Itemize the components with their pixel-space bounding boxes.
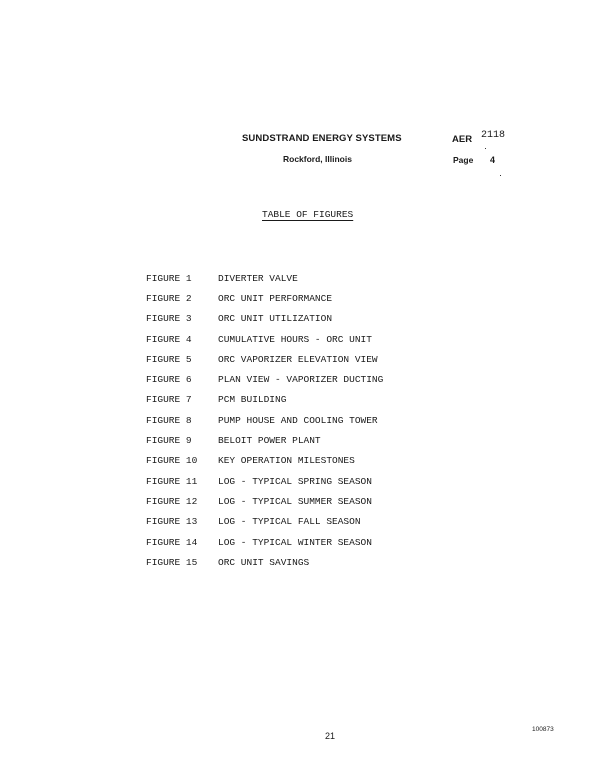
scan-speck: [500, 175, 501, 176]
figure-title: LOG - TYPICAL SPRING SEASON: [218, 475, 372, 487]
figure-title: BELOIT POWER PLANT: [218, 435, 321, 447]
figure-label: FIGURE 3: [146, 313, 192, 325]
figure-label: FIGURE 14: [146, 536, 198, 548]
company-location: Rockford, Illinois: [283, 154, 352, 164]
figure-title: PUMP HOUSE AND COOLING TOWER: [218, 414, 378, 426]
figure-label: FIGURE 15: [146, 556, 198, 568]
figure-label: FIGURE 4: [146, 333, 192, 345]
list-item: [146, 349, 383, 369]
figure-title: DIVERTER VALVE: [218, 272, 298, 284]
list-item: [146, 329, 383, 349]
figure-title: LOG - TYPICAL WINTER SEASON: [218, 536, 372, 548]
figure-title: ORC UNIT PERFORMANCE: [218, 292, 333, 304]
figure-title: PCM BUILDING: [218, 394, 287, 406]
list-item: [146, 288, 383, 308]
figure-title: ORC UNIT UTILIZATION: [218, 313, 333, 325]
document-id: 100873: [532, 726, 554, 733]
figure-label: FIGURE 10: [146, 455, 198, 467]
figure-label: FIGURE 9: [146, 435, 192, 447]
figure-title: LOG - TYPICAL SUMMER SEASON: [218, 495, 372, 507]
figure-title: ORC UNIT SAVINGS: [218, 556, 310, 568]
figure-label: FIGURE 6: [146, 374, 192, 386]
figure-title: PLAN VIEW - VAPORIZER DUCTING: [218, 374, 384, 386]
document-number: 2118: [481, 130, 506, 141]
list-item: [146, 390, 383, 410]
figure-label: FIGURE 7: [146, 394, 192, 406]
figure-title: LOG - TYPICAL FALL SEASON: [218, 516, 361, 528]
footer-page-number: 21: [325, 731, 336, 741]
scan-speck: [485, 148, 486, 149]
list-item: [146, 512, 383, 532]
figure-label: FIGURE 13: [146, 516, 198, 528]
list-item: [146, 532, 383, 552]
page-label: Page: [453, 155, 474, 165]
figure-title: ORC VAPORIZER ELEVATION VIEW: [218, 353, 378, 365]
figure-list: [146, 268, 383, 572]
page-title: TABLE OF FIGURES: [262, 209, 354, 220]
figure-label: FIGURE 1: [146, 272, 192, 284]
list-item: [146, 471, 383, 491]
figure-label: FIGURE 2: [146, 292, 192, 304]
list-item: [146, 309, 383, 329]
figure-label: FIGURE 12: [146, 495, 198, 507]
document-label: AER: [452, 134, 473, 145]
list-item: [146, 552, 383, 572]
list-item: [146, 430, 383, 450]
company-name: SUNDSTRAND ENERGY SYSTEMS: [242, 133, 402, 144]
page-number: 4: [490, 155, 496, 165]
figure-label: FIGURE 11: [146, 475, 198, 487]
figure-title: KEY OPERATION MILESTONES: [218, 455, 355, 467]
figure-title: CUMULATIVE HOURS - ORC UNIT: [218, 333, 372, 345]
list-item: [146, 268, 383, 288]
figure-label: FIGURE 5: [146, 353, 192, 365]
list-item: [146, 451, 383, 471]
figure-label: FIGURE 8: [146, 414, 192, 426]
list-item: [146, 369, 383, 389]
list-item: [146, 410, 383, 430]
list-item: [146, 491, 383, 511]
